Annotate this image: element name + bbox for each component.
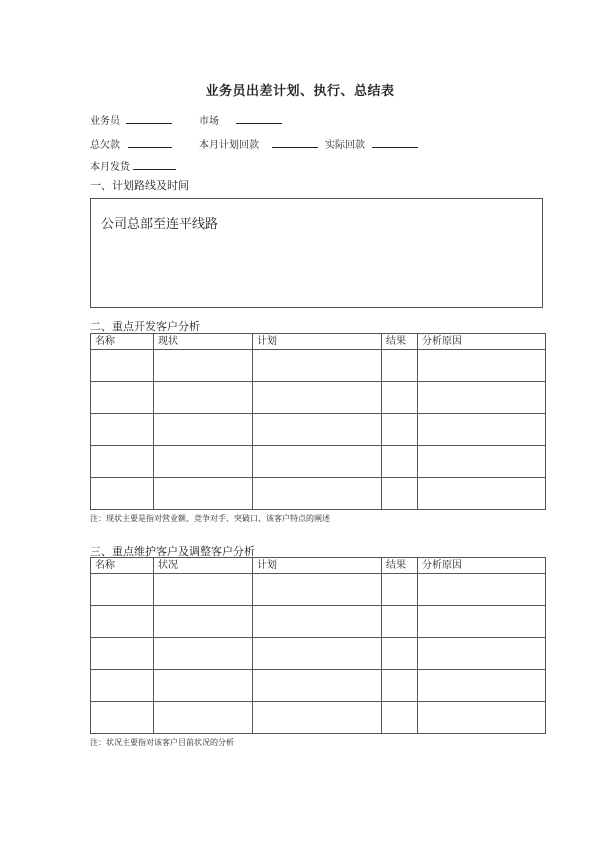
table-header-row [91,558,546,574]
col-header-result: 结果 [382,558,418,574]
table-cell[interactable] [91,382,154,414]
table-header-row [91,334,546,350]
col-header-plan: 计划 [253,334,382,350]
table-cell[interactable] [253,382,382,414]
plan-route-box[interactable] [90,198,543,308]
table-cell[interactable] [253,670,382,702]
section2-heading: 二、重点开发客户分析 [90,320,200,333]
table-cell[interactable] [418,670,546,702]
page-title: 业务员出差计划、执行、总结表 [205,84,395,99]
table-cell[interactable] [154,382,253,414]
table-cell[interactable] [418,574,546,606]
plan-route-text: 公司总部至连平线路 [101,217,219,232]
table-cell[interactable] [91,446,154,478]
table-cell[interactable] [154,478,253,510]
table-row [91,350,546,382]
table-cell[interactable] [154,606,253,638]
table-cell[interactable] [418,638,546,670]
table-row [91,414,546,446]
table-cell[interactable] [154,638,253,670]
table-cell[interactable] [253,606,382,638]
col-header-plan: 计划 [253,558,382,574]
table-cell[interactable] [418,478,546,510]
table-row [91,478,546,510]
table-cell[interactable] [154,414,253,446]
table-cell[interactable] [382,350,418,382]
col-header-analysis: 分析原因 [418,558,546,574]
table-cell[interactable] [91,414,154,446]
table-cell[interactable] [382,702,418,734]
table-cell[interactable] [253,414,382,446]
table-cell[interactable] [154,702,253,734]
table-cell[interactable] [154,350,253,382]
table-cell[interactable] [418,446,546,478]
table-cell[interactable] [91,702,154,734]
monthly-shipment-field[interactable] [133,169,176,170]
table-cell[interactable] [382,670,418,702]
table-row [91,702,546,734]
table-cell[interactable] [253,350,382,382]
market-label: 市场 [199,116,219,127]
total-owed-field[interactable] [128,147,172,148]
table-cell[interactable] [154,670,253,702]
table-cell[interactable] [154,574,253,606]
table-row [91,670,546,702]
col-header-condition: 状况 [154,558,253,574]
key-maintain-customers-table [90,557,546,734]
table-cell[interactable] [382,478,418,510]
section3-heading: 三、重点维护客户及调整客户分析 [90,545,255,558]
section3-note: 注：状况主要指对该客户目前状况的分析 [90,738,234,747]
table-row [91,446,546,478]
section1-heading: 一、计划路线及时间 [90,179,189,192]
table-row [91,382,546,414]
table-cell[interactable] [382,574,418,606]
table-row [91,638,546,670]
section2-note: 注：现状主要是指对营业额、竞争对手、突破口、该客户特点的阐述 [90,514,330,523]
table-cell[interactable] [382,382,418,414]
col-header-status: 现状 [154,334,253,350]
actual-collection-field[interactable] [372,147,418,148]
market-field[interactable] [236,123,282,124]
table-cell[interactable] [91,350,154,382]
col-header-result: 结果 [382,334,418,350]
table-cell[interactable] [382,606,418,638]
table-cell[interactable] [253,478,382,510]
table-cell[interactable] [253,638,382,670]
table-cell[interactable] [91,638,154,670]
col-header-name: 名称 [91,334,154,350]
salesperson-field[interactable] [126,123,172,124]
table-cell[interactable] [382,446,418,478]
table-cell[interactable] [418,382,546,414]
planned-collection-field[interactable] [272,147,318,148]
table-cell[interactable] [418,702,546,734]
table-cell[interactable] [154,446,253,478]
table-cell[interactable] [418,414,546,446]
table-cell[interactable] [382,638,418,670]
table-cell[interactable] [91,606,154,638]
actual-collection-label: 实际回款 [325,140,365,151]
table-row [91,606,546,638]
table-cell[interactable] [91,670,154,702]
table-cell[interactable] [382,414,418,446]
table-cell[interactable] [418,350,546,382]
table-cell[interactable] [253,574,382,606]
table-row [91,574,546,606]
planned-collection-label: 本月计划回款 [199,140,259,151]
table-cell[interactable] [418,606,546,638]
table-cell[interactable] [91,574,154,606]
salesperson-label: 业务员 [90,116,120,127]
table-cell[interactable] [253,702,382,734]
table-cell[interactable] [253,446,382,478]
table-cell[interactable] [91,478,154,510]
key-dev-customers-table [90,333,546,510]
monthly-shipment-label: 本月发货 [90,162,130,173]
col-header-analysis: 分析原因 [418,334,546,350]
total-owed-label: 总欠款 [90,140,120,151]
col-header-name: 名称 [91,558,154,574]
